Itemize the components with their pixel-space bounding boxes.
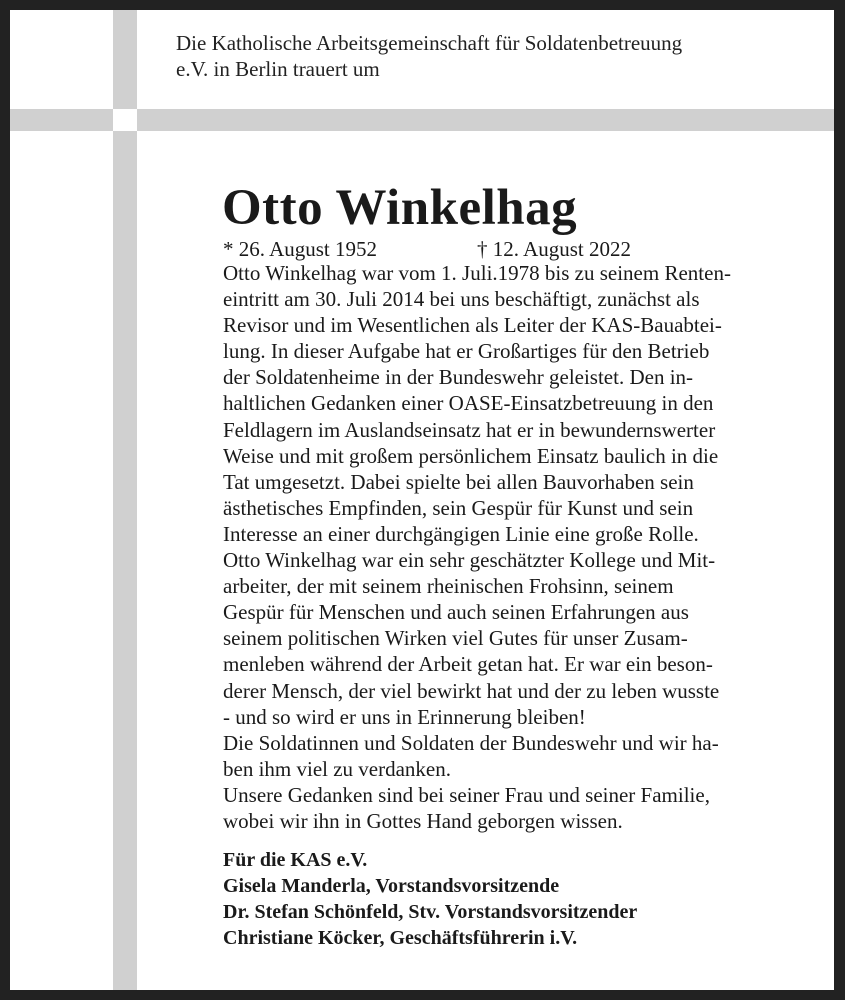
text-line: arbeiter, der mit seinem rheinischen Frohsinn, seinem (223, 574, 674, 599)
obituary-text (223, 260, 823, 834)
text-line: lung. In dieser Aufgabe hat er Großartiges für den Betrieb (223, 339, 710, 364)
text-line: Otto Winkelhag war vom 1. Juli.1978 bis zu seinem Renten- (223, 261, 731, 285)
obituary-notice (10, 10, 834, 990)
death-date: † 12. August 2022 (477, 237, 632, 261)
text-line: Feldlagern im Auslandseinsatz hat er in bewundernswerter (223, 417, 716, 442)
text-line: eintritt am 30. Juli 2014 bei uns beschäftigt, zunächst als (223, 287, 700, 312)
text-line: Revisor und im Wesentlichen als Leiter der KAS-Bauabtei- (223, 313, 722, 338)
signatures (223, 847, 823, 951)
text-line: derer Mensch, der viel bewirkt hat und der zu leben wusste (223, 678, 720, 703)
text-line: ben ihm viel zu verdanken. (223, 756, 452, 781)
text-line: haltlichen Gedanken einer OASE-Einsatzbetreuung in den (223, 391, 714, 416)
header-line-2: e.V. in Berlin trauert um (176, 57, 380, 81)
notice-header (176, 30, 816, 82)
text-line: Unsere Gedanken sind bei seiner Frau und seiner Familie, (223, 782, 710, 807)
signature-line: Dr. Stefan Schönfeld, Stv. Vorstandsvorsitzender (223, 901, 638, 923)
birth-date: * 26. August 1952 (223, 237, 378, 261)
text-line: menleben während der Arbeit getan hat. Er war ein beson- (223, 652, 713, 677)
header-line-1: Die Katholische Arbeitsgemeinschaft für Soldatenbetreuung (176, 31, 683, 55)
text-line: Tat umgesetzt. Dabei spielte bei allen Bauvorhaben sein (223, 469, 694, 494)
cross-vertical-bar (113, 10, 137, 990)
text-line: wobei wir ihn in Gottes Hand geborgen wissen. (223, 808, 623, 833)
text-line: Die Soldatinnen und Soldaten der Bundeswehr und wir ha- (223, 730, 719, 755)
text-line: Weise und mit großem persönlichem Einsatz baulich in die (223, 443, 719, 468)
signature-intro: Für die KAS e.V. (223, 849, 368, 871)
life-dates (223, 236, 823, 262)
text-line: - und so wird er uns in Erinnerung bleiben! (223, 704, 586, 729)
text-line: Otto Winkelhag war ein sehr geschätzter Kollege und Mit- (223, 548, 716, 573)
text-line: der Soldatenheime in der Bundeswehr geleistet. Den in- (223, 365, 694, 390)
text-line: seinem politischen Wirken viel Gutes für unser Zusam- (223, 626, 688, 651)
cross-center-gap (113, 109, 137, 131)
signature-line: Christiane Köcker, Geschäftsführerin i.V. (223, 927, 578, 949)
text-line: Gespür für Menschen und auch seinen Erfahrungen aus (223, 600, 689, 625)
text-line: ästhetisches Empfinden, sein Gespür für Kunst und sein (223, 495, 694, 520)
signature-line: Gisela Manderla, Vorstandsvorsitzende (223, 875, 560, 897)
deceased-name: Otto Winkelhag (222, 180, 578, 236)
text-line: Interesse an einer durchgängigen Linie eine große Rolle. (223, 521, 699, 546)
